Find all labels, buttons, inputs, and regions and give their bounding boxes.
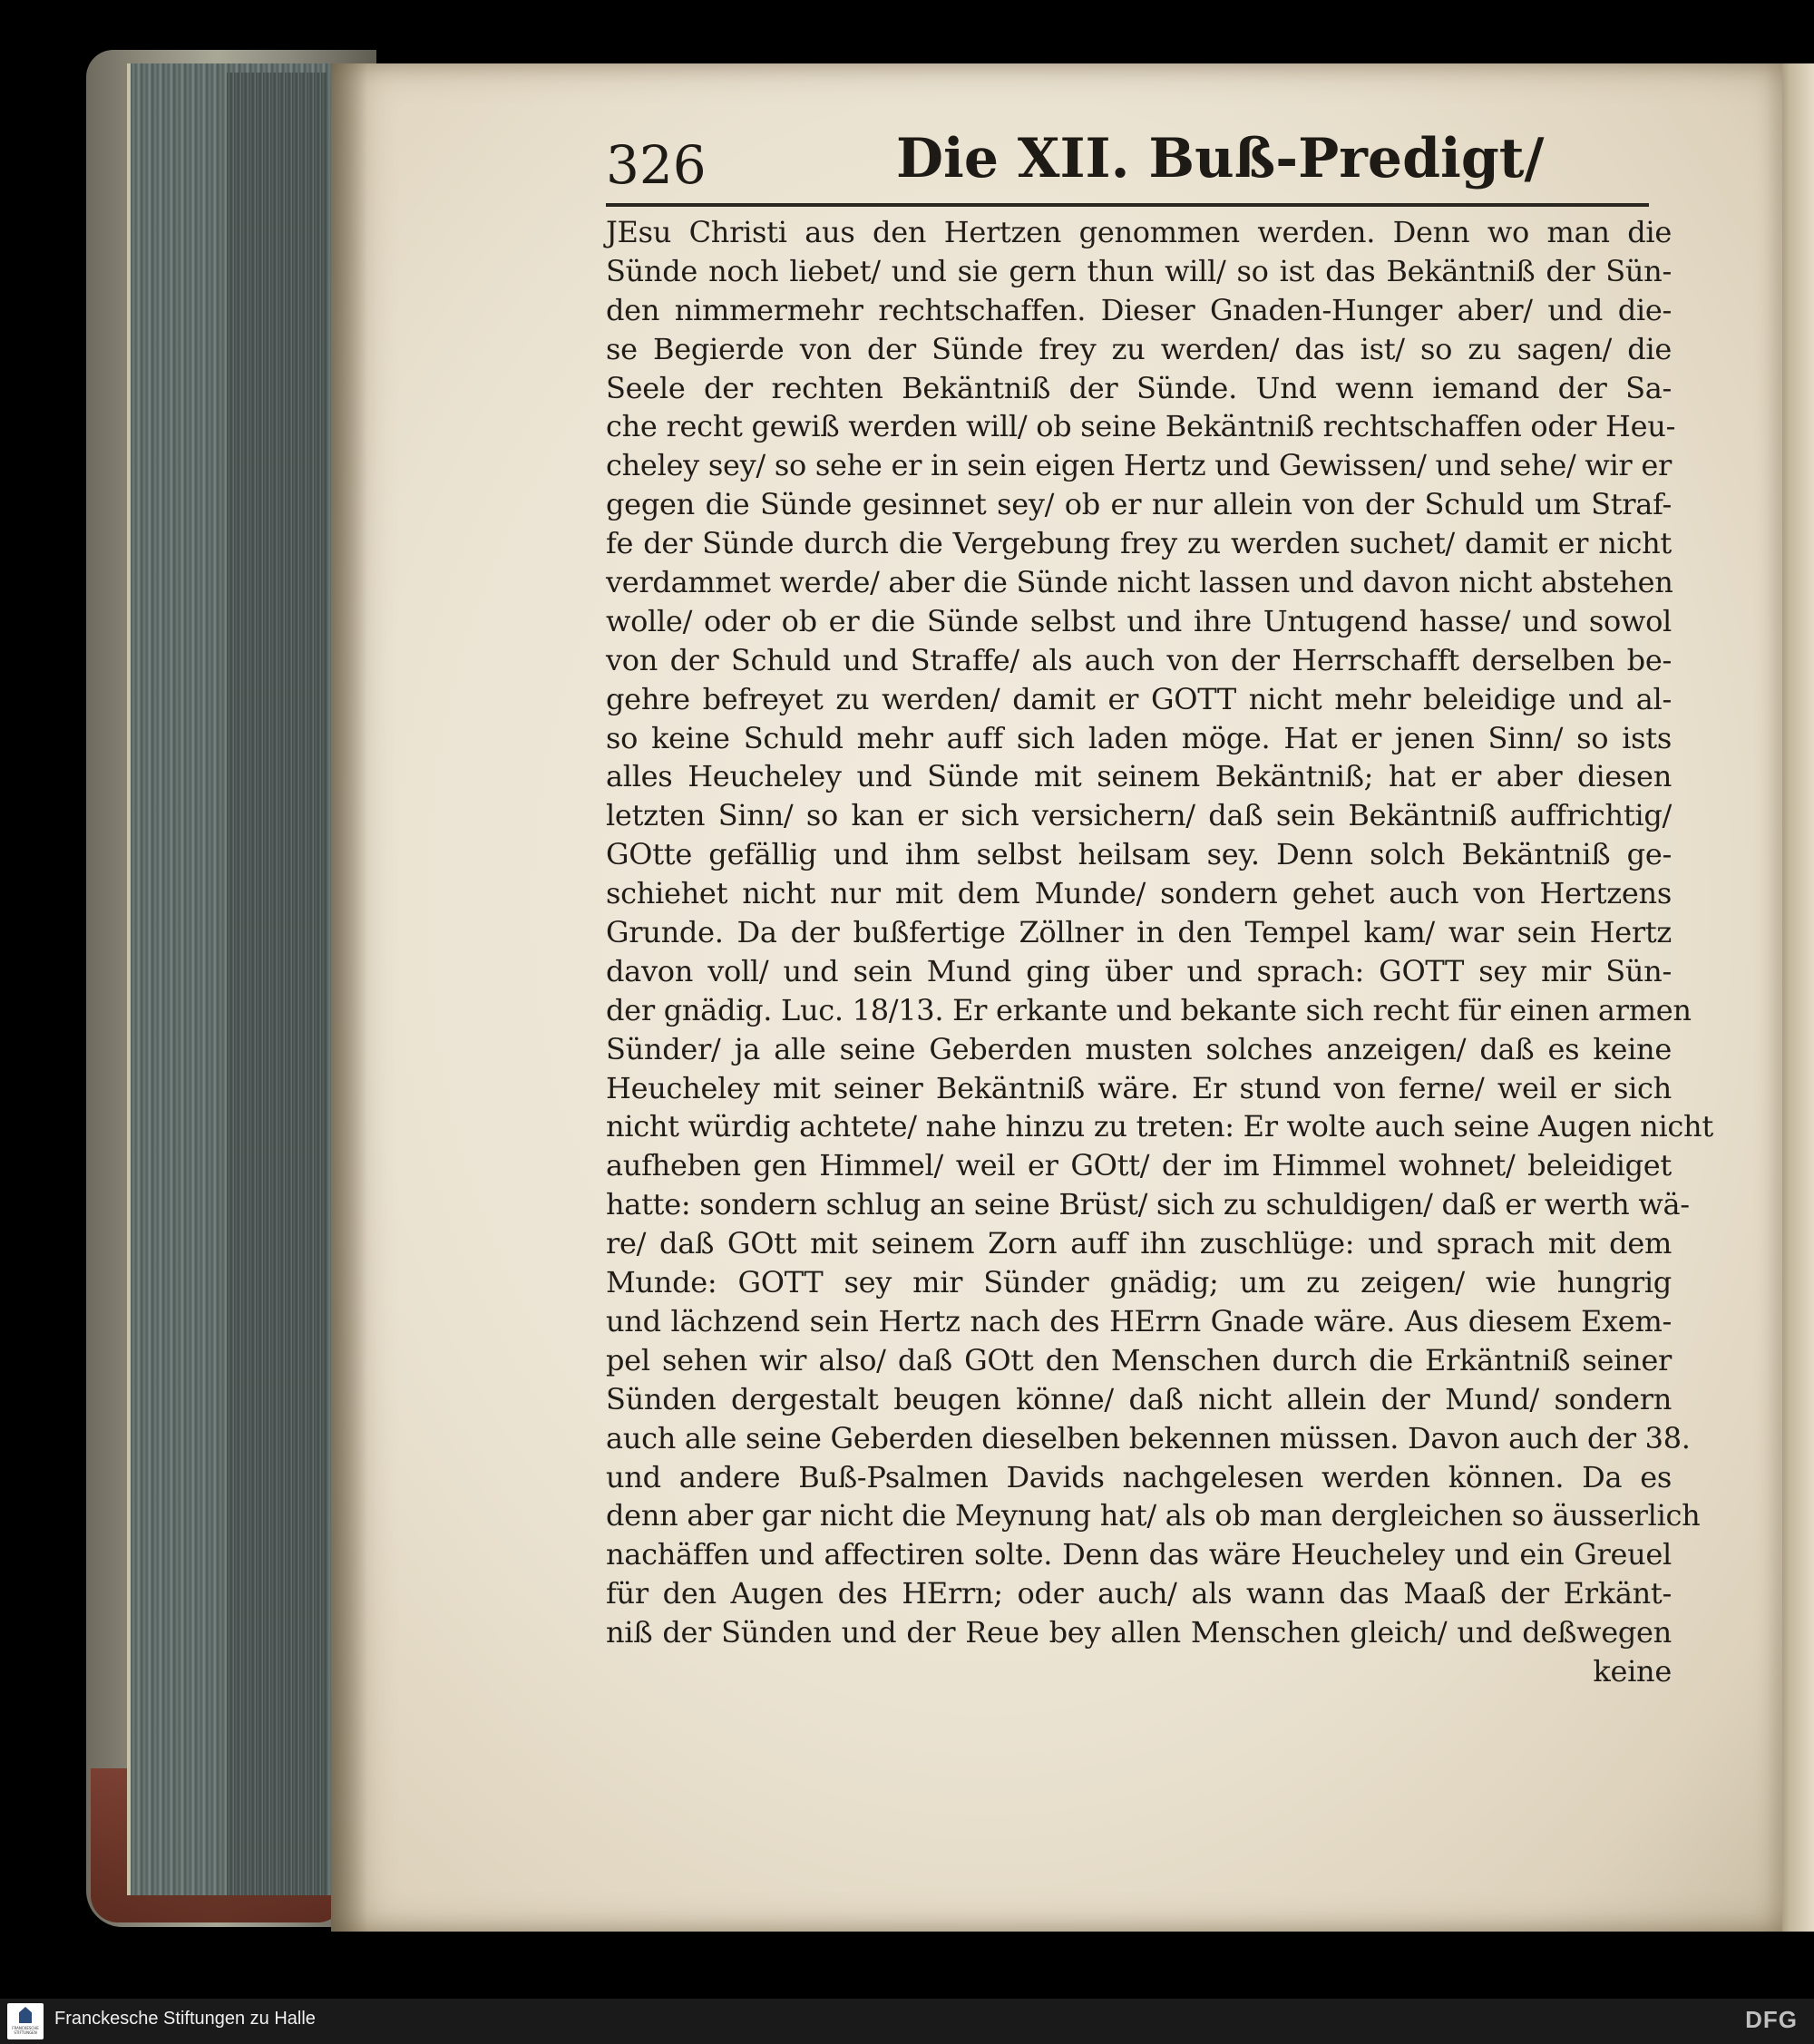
text-line: den nimmermehr rechtschaffen. Dieser Gnaden-Hunger aber/ und die- xyxy=(606,292,1672,327)
viewer-footer xyxy=(0,1999,1814,2044)
text-line: Heucheley mit seiner Bekäntniß wäre. Er stund von ferne/ weil er sich xyxy=(606,1070,1672,1105)
text-line: verdammet werde/ aber die Sünde nicht lassen und davon nicht abstehen xyxy=(606,565,1673,600)
text-line: aufheben gen Himmel/ weil er GOtt/ der im Himmel wohnet/ beleidiget xyxy=(606,1148,1672,1183)
text-line: und andere Buß-Psalmen Davids nachgelesen werden können. Da es xyxy=(606,1459,1672,1494)
text-line: nachäffen und affectiren solte. Denn das wäre Heucheley und ein Greuel xyxy=(606,1537,1672,1572)
text-line: pel sehen wir also/ daß GOtt den Menschen durch die Erkäntniß seiner xyxy=(606,1342,1672,1377)
catchword: keine xyxy=(1593,1653,1672,1689)
text-line: GOtte gefällig und ihm selbst heilsam sey. Denn solch Bekäntniß ge- xyxy=(606,837,1672,872)
text-line: so keine Schuld mehr auff sich laden möge. Hat er jenen Sinn/ so ists xyxy=(606,720,1672,755)
text-line: auch alle seine Geberden dieselben bekennen müssen. Davon auch der 38. xyxy=(606,1420,1691,1455)
text-line: davon voll/ und sein Mund ging über und sprach: GOTT sey mir Sün- xyxy=(606,953,1672,988)
text-line: nicht würdig achtete/ nahe hinzu zu treten: Er wolte auch seine Augen nicht xyxy=(606,1109,1713,1144)
text-line: JEsu Christi aus den Hertzen genommen werden. Denn wo man die xyxy=(606,215,1672,249)
page-edges-inner xyxy=(227,73,327,1895)
text-line: gehre befreyet zu werden/ damit er GOTT nicht mehr beleidige und al- xyxy=(606,681,1672,716)
text-line: fe der Sünde durch die Vergebung frey zu werden suchet/ damit er nicht xyxy=(606,526,1672,561)
text-line: für den Augen des HErrn; oder auch/ als wann das Maaß der Erkänt- xyxy=(606,1576,1672,1611)
gutter-shadow xyxy=(331,63,367,1932)
running-head: Die XII. Buß-Predigt/ xyxy=(896,127,1545,190)
text-line: che recht gewiß werden will/ ob seine Bekäntniß rechtschaffen oder Heu- xyxy=(606,409,1676,444)
text-line: hatte: sondern schlug an seine Brüst/ sich zu schuldigen/ daß er werth wä- xyxy=(606,1187,1690,1222)
text-line: denn aber gar nicht die Meynung hat/ als ob man dergleichen so äusserlich xyxy=(606,1498,1701,1533)
text-line: wolle/ oder ob er die Sünde selbst und ihre Untugend hasse/ und sowol xyxy=(606,603,1672,638)
text-line: Sünde noch liebet/ und sie gern thun will/ so ist das Bekäntniß der Sün- xyxy=(606,253,1672,288)
text-line: re/ daß GOtt mit seinem Zorn auff ihn zuschlüge: und sprach mit dem xyxy=(606,1226,1672,1261)
text-line: se Begierde von der Sünde frey zu werden/ das ist/ so zu sagen/ die xyxy=(606,331,1672,366)
text-line: Sünder/ ja alle seine Geberden musten solches anzeigen/ daß es keine xyxy=(606,1031,1672,1066)
text-line: cheley sey/ so sehe er in sein eigen Hertz und Gewissen/ und sehe/ wir er xyxy=(606,448,1672,483)
header-rule xyxy=(606,203,1649,207)
page-number: 326 xyxy=(606,134,707,196)
building-icon xyxy=(19,2007,32,2023)
text-line: Munde: GOTT sey mir Sünder gnädig; um zu zeigen/ wie hungrig xyxy=(606,1265,1672,1300)
text-line: von der Schuld und Straffe/ als auch von der Herrschafft derselben be- xyxy=(606,642,1672,677)
logo-text: FRANCKESCHE STIFTUNGEN xyxy=(12,2026,39,2035)
text-line: alles Heucheley und Sünde mit seinem Bekäntniß; hat er aber diesen xyxy=(606,759,1672,794)
text-line: Sünden dergestalt beugen könne/ daß nicht allein der Mund/ sondern xyxy=(606,1381,1672,1416)
text-line: gegen die Sünde gesinnet sey/ ob er nur allein von der Schuld um Straf- xyxy=(606,487,1672,522)
institution-name[interactable]: Franckesche Stiftungen zu Halle xyxy=(54,2009,316,2029)
text-line: Seele der rechten Bekäntniß der Sünde. Und wenn iemand der Sa- xyxy=(606,370,1672,405)
page-header xyxy=(606,127,1649,209)
text-line: schiehet nicht nur mit dem Munde/ sondern gehet auch von Hertzens xyxy=(606,876,1672,911)
institution-logo[interactable] xyxy=(7,2003,44,2039)
text-line: der gnädig. Luc. 18/13. Er erkante und bekante sich recht für einen armen xyxy=(606,992,1692,1027)
dfg-logo[interactable]: DFG xyxy=(1745,2006,1798,2033)
text-line: Grunde. Da der bußfertige Zöllner in den Tempel kam/ war sein Hertz xyxy=(606,915,1672,950)
text-line: niß der Sünden und der Reue bey allen Menschen gleich/ und deßwegen xyxy=(606,1615,1672,1650)
text-line: letzten Sinn/ so kan er sich versichern/ daß sein Bekäntniß auffrichtig/ xyxy=(606,798,1672,833)
text-line: und lächzend sein Hertz nach des HErrn Gnade wäre. Aus diesem Exem- xyxy=(606,1303,1672,1338)
body-text xyxy=(606,213,1713,1691)
